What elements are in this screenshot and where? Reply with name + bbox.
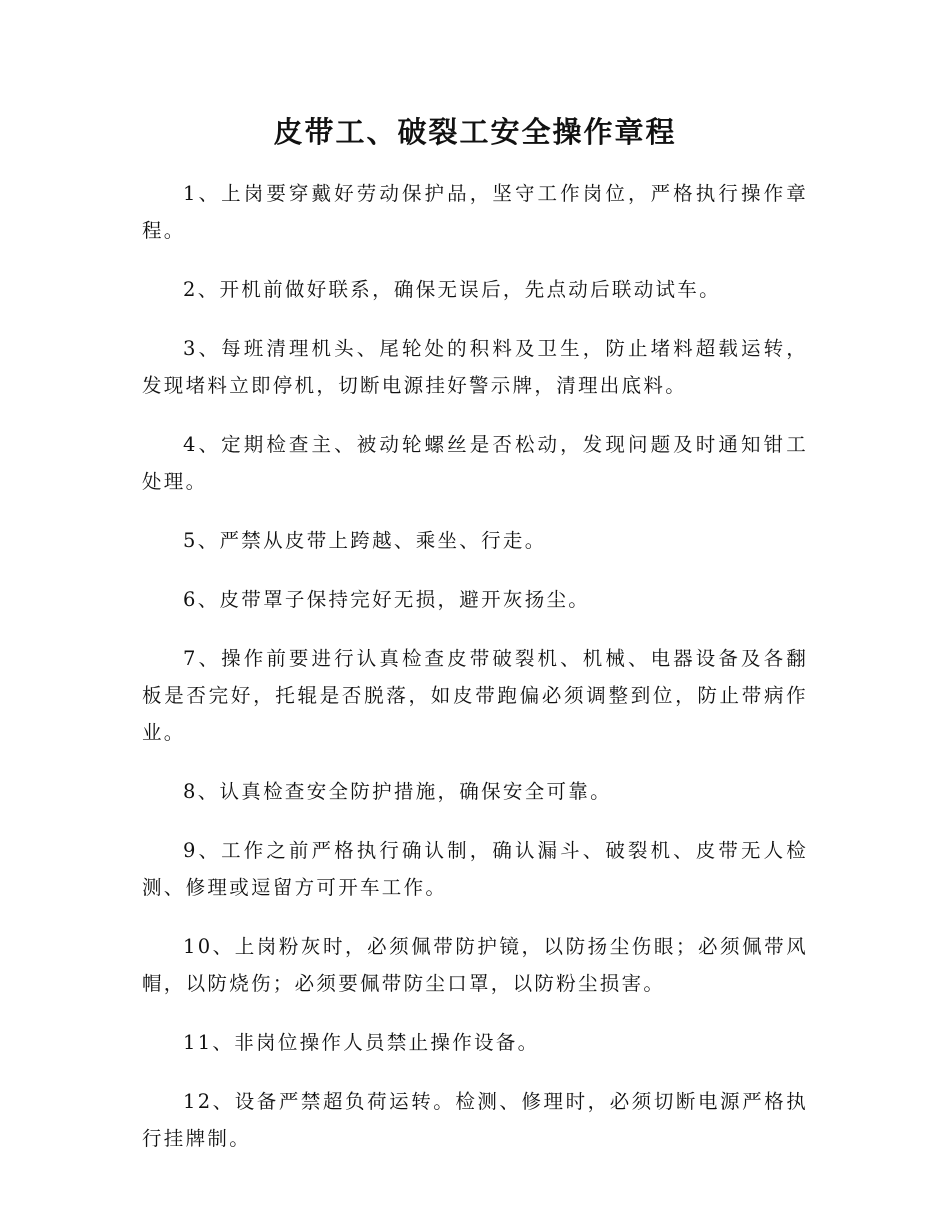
rule-item-11: 11、非岗位操作人员禁止操作设备。: [183, 1031, 540, 1054]
rule-item-4: 4、定期检查主、被动轮螺丝是否松动，发现问题及时通知钳工处理。: [142, 433, 808, 493]
rule-item-2: 2、开机前做好联系，确保无误后，先点动后联动试车。: [183, 278, 721, 301]
rule-item-5: 5、严禁从皮带上跨越、乘坐、行走。: [183, 529, 547, 552]
rule-item-9: 9、工作之前严格执行确认制，确认漏斗、破裂机、皮带无人检测、修理或逗留方可开车工作。: [142, 839, 808, 899]
rule-item-7: 7、操作前要进行认真检查皮带破裂机、机械、电器设备及各翻板是否完好，托辊是否脱落，如皮带跑偏必须调整到位，防止带病作业。: [142, 647, 808, 744]
rule-item-8: 8、认真检查安全防护措施，确保安全可靠。: [183, 780, 612, 803]
rule-item-1: 1、上岗要穿戴好劳动保护品，坚守工作岗位，严格执行操作章程。: [142, 182, 808, 242]
document-title: 皮带工、破裂工安全操作章程: [273, 115, 677, 149]
rule-item-12: 12、设备严禁超负荷运转。检测、修理时，必须切断电源严格执行挂牌制。: [142, 1090, 808, 1150]
rule-item-6: 6、皮带罩子保持完好无损，避开灰扬尘。: [183, 588, 591, 611]
rule-item-10: 10、上岗粉灰时，必须佩带防护镜，以防扬尘伤眼；必须佩带风帽，以防烧伤；必须要佩带防尘口罩，以防粉尘损害。: [142, 935, 808, 995]
rule-item-3: 3、每班清理机头、尾轮处的积料及卫生，防止堵料超载运转，发现堵料立即停机，切断电源挂好警示牌，清理出底料。: [142, 337, 808, 397]
rule-list: [142, 175, 808, 1157]
